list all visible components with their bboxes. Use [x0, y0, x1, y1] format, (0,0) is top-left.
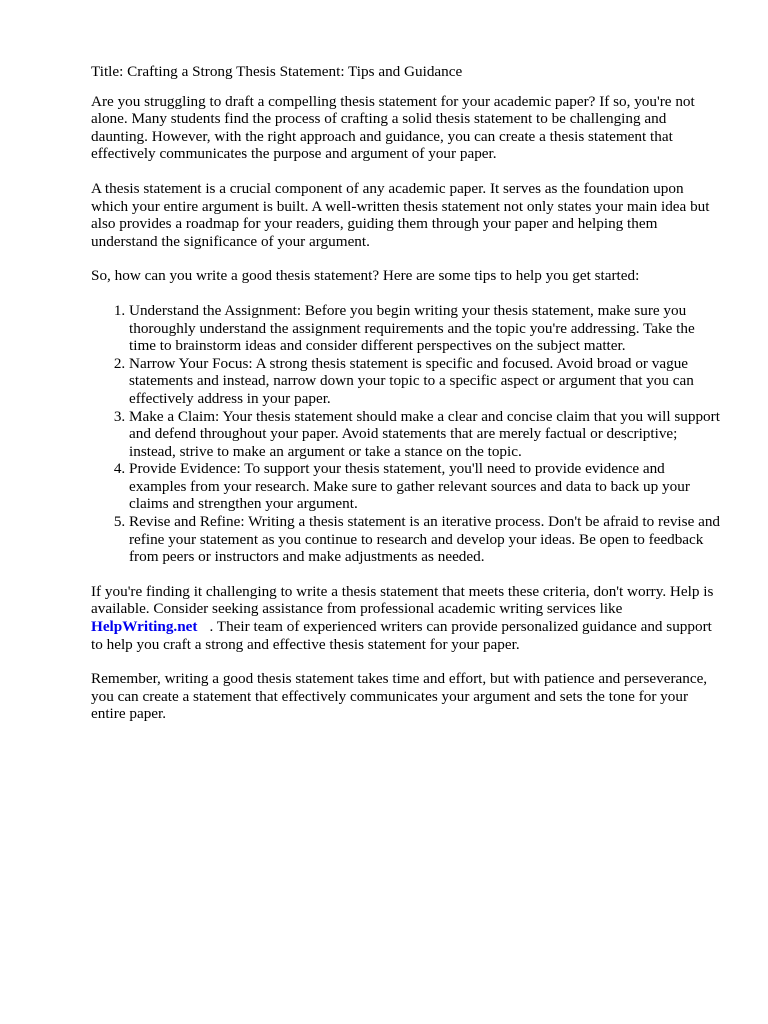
help-paragraph [91, 583, 721, 653]
help-text-after: . Their team of experienced writers can provide personalized guidance and support to help you craft a strong and effective thesis statement for your paper. [91, 618, 712, 653]
tip-item: 5. Revise and Refine: Writing a thesis statement is an iterative process. Don't be afraid to revise and refine your statement as you continue to research and develop your ideas. Be open to feedback from peers or instructors and make adjustments as needed. [129, 513, 721, 566]
tip-item: 4. Provide Evidence: To support your thesis statement, you'll need to provide evidence and examples from your research. Make sure to gather relevant sources and data to back up your claims and strengthen your argument. [129, 460, 721, 513]
tip-item: 3. Make a Claim: Your thesis statement should make a clear and concise claim that you will support and defend throughout your paper. Avoid statements that are merely factual or descriptive; instead, strive to make an argument or take a stance on the topic. [129, 408, 721, 461]
tip-item: 2. Narrow Your Focus: A strong thesis statement is specific and focused. Avoid broad or vague statements and instead, narrow down your topic to a specific aspect or argument that you can effectively address in your paper. [129, 355, 721, 408]
document-page [91, 63, 721, 740]
tip-item: 1. Understand the Assignment: Before you begin writing your thesis statement, make sure you thoroughly understand the assignment requirements and the topic you're addressing. Take the time to brainstorm ideas and consider different perspectives on the subject matter. [129, 302, 721, 355]
intro-paragraph: Are you struggling to draft a compelling thesis statement for your academic paper? If so, you're not alone. Many students find the process of crafting a solid thesis statement to be challenging and daunting. However, with the right approach and guidance, you can create a thesis statement that effectively communicates the purpose and argument of your paper. [91, 92, 695, 163]
helpwriting-link[interactable]: HelpWriting.net [91, 618, 198, 636]
tips-intro-paragraph: So, how can you write a good thesis statement? Here are some tips to help you get started: [91, 267, 640, 285]
closing-paragraph: Remember, writing a good thesis statement takes time and effort, but with patience and perseverance, you can create a statement that effectively communicates your argument and sets the tone for your entire paper. [91, 670, 708, 723]
help-text-before: If you're finding it challenging to write a thesis statement that meets these criteria, don't worry. Help is available. Consider seeking assistance from professional academic writing services like [91, 582, 714, 618]
document-title: Title: Crafting a Strong Thesis Statement: Tips and Guidance [91, 63, 463, 80]
definition-paragraph: A thesis statement is a crucial component of any academic paper. It serves as the foundation upon which your entire argument is built. A well-written thesis statement not only states your main idea but also provides a roadmap for your readers, guiding them through your paper and helping them understand the significance of your argument. [91, 179, 710, 250]
tips-list [91, 302, 721, 566]
